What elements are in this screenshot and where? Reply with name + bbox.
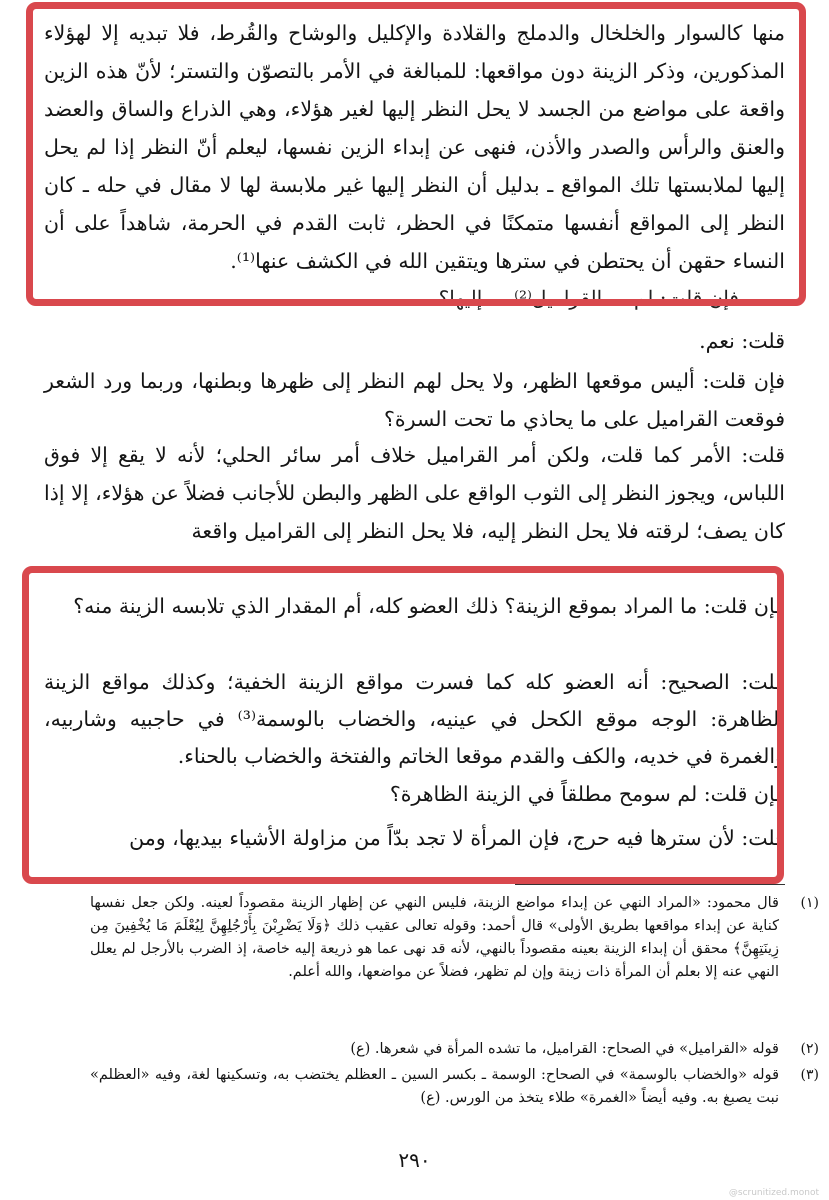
footnote-1 xyxy=(90,892,819,984)
paragraph-6: قلت: الصحيح: أنه العضو كله كما فسرت مواقع الزينة الخفية؛ وكذلك مواقع الزينة الظاهرة: الوجه موقع الكحل في عينيه، والخضاب بالوسمة⁽³⁾ في حاجبيه وشاربيه، والغمرة في خديه، والكف والقدم موقعا الخاتم والفتخة والخضاب بالحناء. xyxy=(44,670,785,768)
footnote-separator xyxy=(515,884,785,885)
footnote-2 xyxy=(90,1038,819,1061)
footnote-text: قوله «والخضاب بالوسمة» في الصحاح: الوسمة ـ بكسر السين ـ العظلم يختضب به، وتسكينها لغة، وفيه «العظلم» نبت يصبغ به. وفيه أيضاً «الغمرة» طلاء يتخذ من الورس. (ع) xyxy=(90,1067,779,1106)
paragraph-4: قلت: الأمر كما قلت، ولكن أمر القراميل خلاف أمر سائر الحلي؛ لأنه لا يقع إلا فوق اللباس، ويجوز النظر إلى الثوب الواقع على الظهر والبطن للأجانب فضلاً عن هؤلاء، إلا إذا كان يصف؛ لرقته فلا يحل النظر إليه، فلا يحل النظر إلى القراميل واقعة xyxy=(44,443,785,543)
paragraph-8: قلت: لأن سترها فيه حرج، فإن المرأة لا تجد بدّاً من مزاولة الأشياء بيديها، ومن xyxy=(129,826,785,850)
partially-hidden-line xyxy=(200,286,739,312)
paragraph-7: فإن قلت: لم سومح مطلقاً في الزينة الظاهرة؟ xyxy=(389,782,785,806)
watermark: @scrunitized.monot xyxy=(728,1188,819,1198)
footnote-text: قال محمود: «المراد النهي عن إبداء مواضع الزينة، فليس النهي عن إظهار الزينة مقصوداً لعينه. ولكن جعل نفسها كناية عن إبداء مواقعها بطريق الأولى» قال أحمد: وقوله تعالى عقيب ذلك ﴿وَلَا يَضْرِبْنَ بِأَرْجُلِهِنَّ لِيُعْلَمَ مَا يُخْفِينَ مِن زِينَتِهِنَّ﴾ محقق أن إبداء الزينة بعينه مقصوداً بالنهي، لأنه قد نهى عما هو ذريعة إليه خاصة، إذ الضرب بالأرجل لم يعلل النهي عنه إلا بعلم أن المرأة ذات زينة وإن لم تظهر، فضلاً عن مواضعها، والله أعلم. xyxy=(90,895,779,980)
page-number: ٢٩٠ xyxy=(398,1148,431,1172)
footnote-number: (٢) xyxy=(800,1041,819,1057)
paragraph-3: فإن قلت: أليس موقعها الظهر، ولا يحل لهم النظر إلى ظهرها وبطنها، وربما ورد الشعر فوقعت القراميل على ما يحاذي ما تحت السرة؟ xyxy=(44,369,785,431)
footnote-text: قوله «القراميل» في الصحاح: القراميل، ما تشده المرأة في شعرها. (ع) xyxy=(350,1041,779,1057)
footnote-3 xyxy=(90,1064,819,1110)
footnote-number: (١) xyxy=(800,895,819,911)
partial-line-text: فإن قلت: لم ... القراميل⁽²⁾ ... إليها؟ xyxy=(438,286,739,310)
paragraph-1: منها كالسوار والخلخال والدملج والقلادة والإكليل والوشاح والقُرط، فلا تبديه إلا لهؤلاء المذكورين، وذكر الزينة دون مواقعها: للمبالغة في الأمر بالتصوّن والتستر؛ لأنّ هذه الزين واقعة على مواضع من الجسد لا يحل النظر إليها لغير هؤلاء، وهي الذراع والساق والعضد والعنق والرأس والصدر والأذن، فنهى عن إبداء الزين نفسها، ليعلم أنّ النظر إذا لم يحل إليها لملابستها تلك المواقع ـ بدليل أن النظر إليها غير ملابسة لها لا مقال في حله ـ كان النظر إلى المواقع أنفسها متمكنًا في الحظر، ثابت القدم في الحرمة، شاهداً على أن النساء حقهن أن يحتطن في سترها ويتقين الله في الكشف عنها⁽¹⁾. xyxy=(44,21,785,273)
footnote-number: (٣) xyxy=(800,1067,819,1083)
paragraph-5: فإن قلت: ما المراد بموقع الزينة؟ ذلك العضو كله، أم المقدار الذي تلابسه الزينة منه؟ xyxy=(73,594,785,618)
paragraph-2: قلت: نعم. xyxy=(699,329,785,353)
